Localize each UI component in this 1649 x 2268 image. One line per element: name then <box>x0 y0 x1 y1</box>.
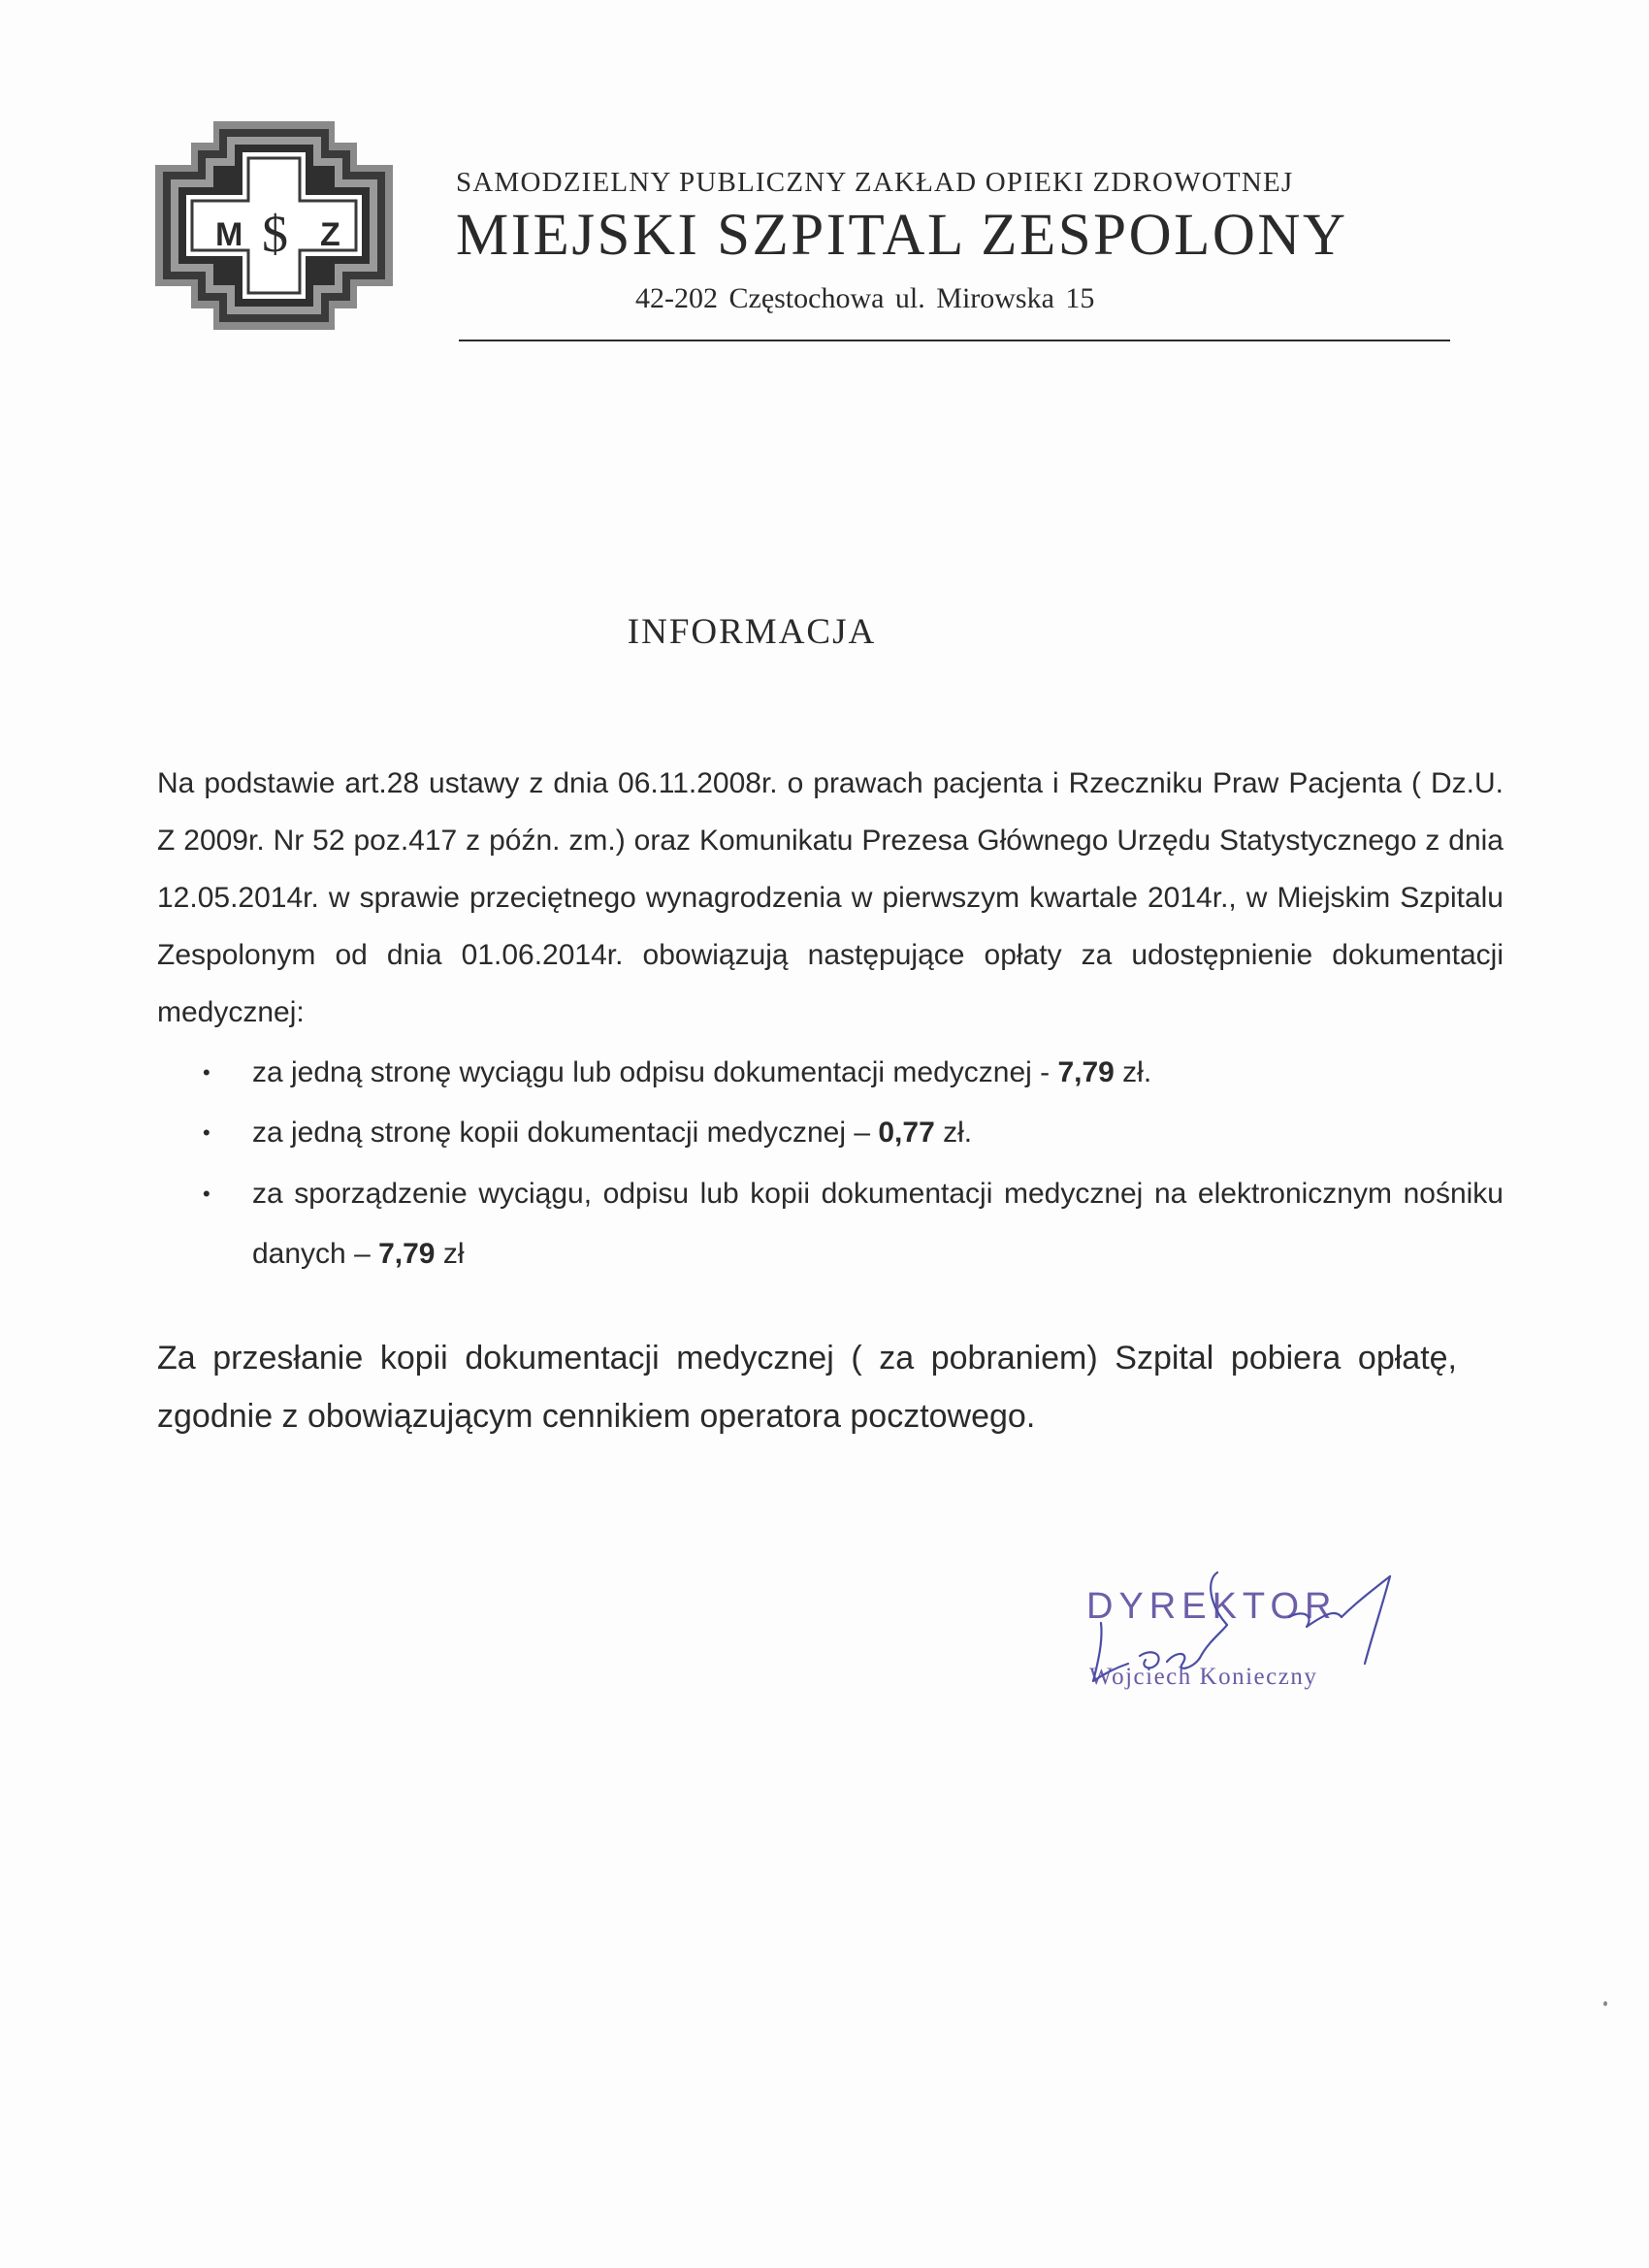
fee-description: za jedną stronę wyciągu lub odpisu dokumentacji medycznej - <box>252 1056 1058 1088</box>
fee-currency: zł. <box>1114 1056 1152 1088</box>
hospital-address: 42-202 Częstochowa ul. Mirowska 15 <box>635 282 1095 315</box>
organization-name: SAMODZIELNY PUBLICZNY ZAKŁAD OPIEKI ZDROWOTNEJ <box>456 167 1294 198</box>
letterhead <box>456 167 1445 315</box>
fee-currency: zł. <box>934 1117 973 1149</box>
stamp-name: Wojciech Konieczny <box>1089 1664 1318 1690</box>
handwritten-signature <box>1082 1567 1431 1727</box>
fee-currency: zł <box>435 1238 465 1270</box>
stamp-title: DYREKTOR <box>1086 1586 1338 1627</box>
letterhead-divider <box>459 340 1450 341</box>
logo-cross-icon <box>155 121 393 330</box>
fee-item <box>157 1164 1504 1284</box>
hospital-logo <box>155 121 393 330</box>
scan-speck <box>1603 2001 1607 2006</box>
logo-letter-s: $ <box>262 205 288 263</box>
fee-item <box>157 1104 1504 1161</box>
bullet-icon: • <box>203 1120 210 1145</box>
fee-amount: 7,79 <box>378 1238 436 1270</box>
logo-letter-z: Z <box>320 216 340 253</box>
fee-amount: 7,79 <box>1057 1056 1115 1088</box>
document-body <box>157 755 1504 1287</box>
fee-description: za jedną stronę kopii dokumentacji medycznej – <box>252 1117 879 1149</box>
document-title: INFORMACJA <box>627 612 877 652</box>
bullet-icon: • <box>203 1182 210 1206</box>
postal-fee-note: Za przesłanie kopii dokumentacji medycznej ( za pobraniem) Szpital pobiera opłatę, zgodnie z obowiązującym cennikiem operatora pocztowego. <box>157 1340 1457 1435</box>
logo-letter-m: M <box>215 216 243 253</box>
director-stamp <box>1082 1567 1431 1727</box>
hospital-name: MIEJSKI SZPITAL ZESPOLONY <box>456 203 1348 268</box>
bullet-icon: • <box>203 1060 210 1085</box>
fee-list <box>157 1044 1504 1284</box>
fee-amount: 0,77 <box>878 1117 935 1149</box>
fee-description: za sporządzenie wyciągu, odpisu lub kopii dokumentacji medycznej na elektronicznym nośniku danych – <box>252 1178 1504 1270</box>
fee-item <box>157 1044 1504 1101</box>
intro-paragraph: Na podstawie art.28 ustawy z dnia 06.11.2008r. o prawach pacjenta i Rzeczniku Praw Pacjenta ( Dz.U. Z 2009r. Nr 52 poz.417 z późn. zm.) oraz Komunikatu Prezesa Głównego Urzędu Statystycznego z dnia 12.05.2014r. w sprawie przeciętnego wynagrodzenia w pierwszym kwartale 2014r., w Miejskim Szpitalu Zespolonym od dnia 01.06.2014r. obowiązują następujące opłaty za udostępnienie dokumentacji medycznej: <box>157 767 1504 1028</box>
